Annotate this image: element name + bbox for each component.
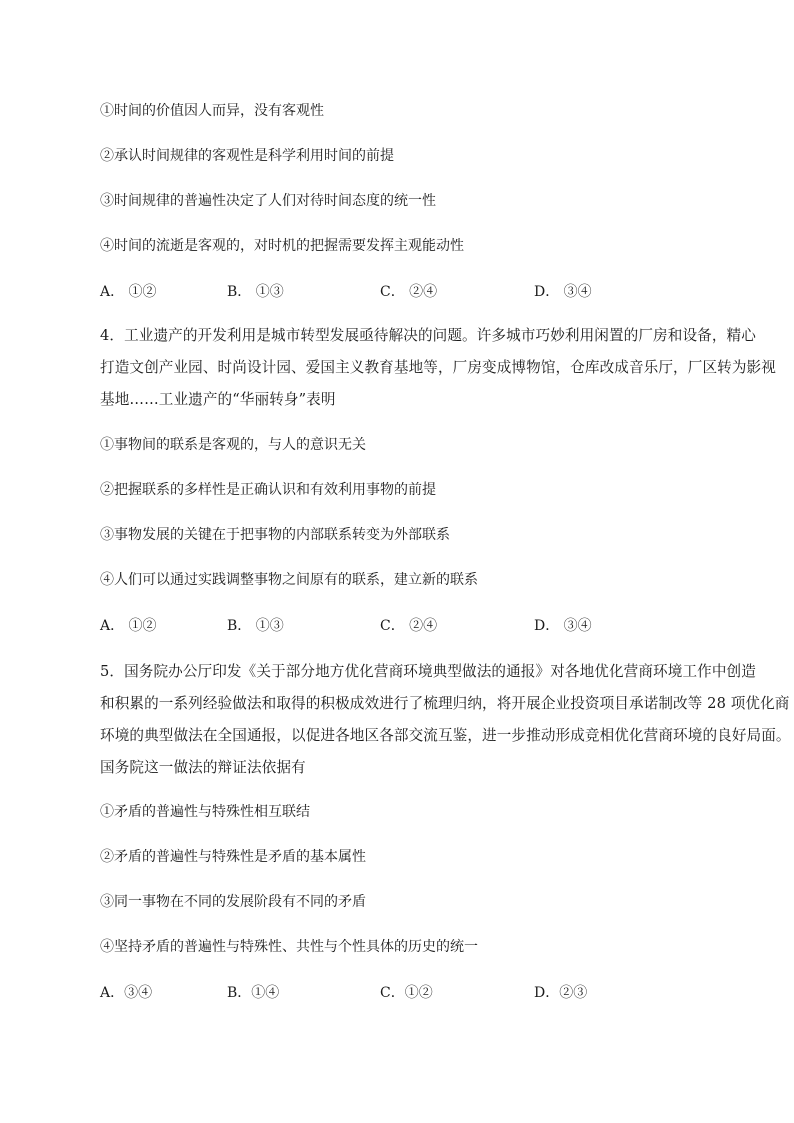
q4-stem-line-2: 打造文创产业园、时尚设计园、爱国主义教育基地等，厂房变成博物馆，仓库改成音乐厅，厂区转为影视 xyxy=(100,359,776,376)
q5-option-b: B．①④ xyxy=(227,985,280,1001)
q3-option-d: D． ③④ xyxy=(534,284,592,300)
q4-stem-line-1: 4．工业遗产的开发利用是城市转型发展亟待解决的问题。许多城市巧妙利用闲置的厂房和设备，精心 xyxy=(100,327,756,344)
q5-stem-line-1: 5．国务院办公厅印发《关于部分地方优化营商环境典型做法的通报》对各地优化营商环境工作中创造 xyxy=(100,663,756,680)
q3-item-3: ③时间规律的普遍性决定了人们对待时间态度的统一性 xyxy=(100,193,436,209)
q5-option-a: A．③④ xyxy=(100,985,153,1001)
q4-option-a: A． ①② xyxy=(100,618,157,634)
q3-item-1: ①时间的价值因人而异，没有客观性 xyxy=(100,103,324,119)
q3-option-a: A． ①② xyxy=(100,284,157,300)
q3-item-2: ②承认时间规律的客观性是科学利用时间的前提 xyxy=(100,148,394,164)
q5-stem-line-2: 和积累的一系列经验做法和取得的积极成效进行了梳理归纳，将开展企业投资项目承诺制改等 28 项优化商 xyxy=(100,695,790,712)
q4-option-c: C． ②④ xyxy=(380,618,438,634)
q3-options xyxy=(100,282,700,302)
q3-option-c: C． ②④ xyxy=(380,284,438,300)
q5-item-4: ④坚持矛盾的普遍性与特殊性、共性与个性具体的历史的统一 xyxy=(100,939,478,955)
q4-option-b: B． ①③ xyxy=(227,618,284,634)
q4-options xyxy=(100,616,700,636)
q5-item-2: ②矛盾的普遍性与特殊性是矛盾的基本属性 xyxy=(100,849,366,865)
q4-item-4: ④人们可以通过实践调整事物之间原有的联系，建立新的联系 xyxy=(100,572,478,588)
q4-item-1: ①事物间的联系是客观的，与人的意识无关 xyxy=(100,437,366,453)
q5-option-d: D．②③ xyxy=(534,985,588,1001)
q5-option-c: C．①② xyxy=(380,985,433,1001)
q4-option-d: D． ③④ xyxy=(534,618,592,634)
q4-item-2: ②把握联系的多样性是正确认识和有效利用事物的前提 xyxy=(100,482,436,498)
q4-item-3: ③事物发展的关键在于把事物的内部联系转变为外部联系 xyxy=(100,527,450,543)
q5-options xyxy=(100,983,700,1003)
q3-item-4: ④时间的流逝是客观的，对时机的把握需要发挥主观能动性 xyxy=(100,238,464,254)
q3-option-b: B． ①③ xyxy=(227,284,284,300)
q5-stem-line-3: 环境的典型做法在全国通报，以促进各地区各部交流互鉴，进一步推动形成竞相优化营商环境的良好局面。 xyxy=(100,727,791,744)
q5-item-1: ①矛盾的普遍性与特殊性相互联结 xyxy=(100,804,310,820)
q5-stem-line-4: 国务院这一做法的辩证法依据有 xyxy=(100,759,306,776)
q5-item-3: ③同一事物在不同的发展阶段有不同的矛盾 xyxy=(100,894,366,910)
q4-stem-line-3: 基地……工业遗产的“华丽转身”表明 xyxy=(100,391,336,408)
